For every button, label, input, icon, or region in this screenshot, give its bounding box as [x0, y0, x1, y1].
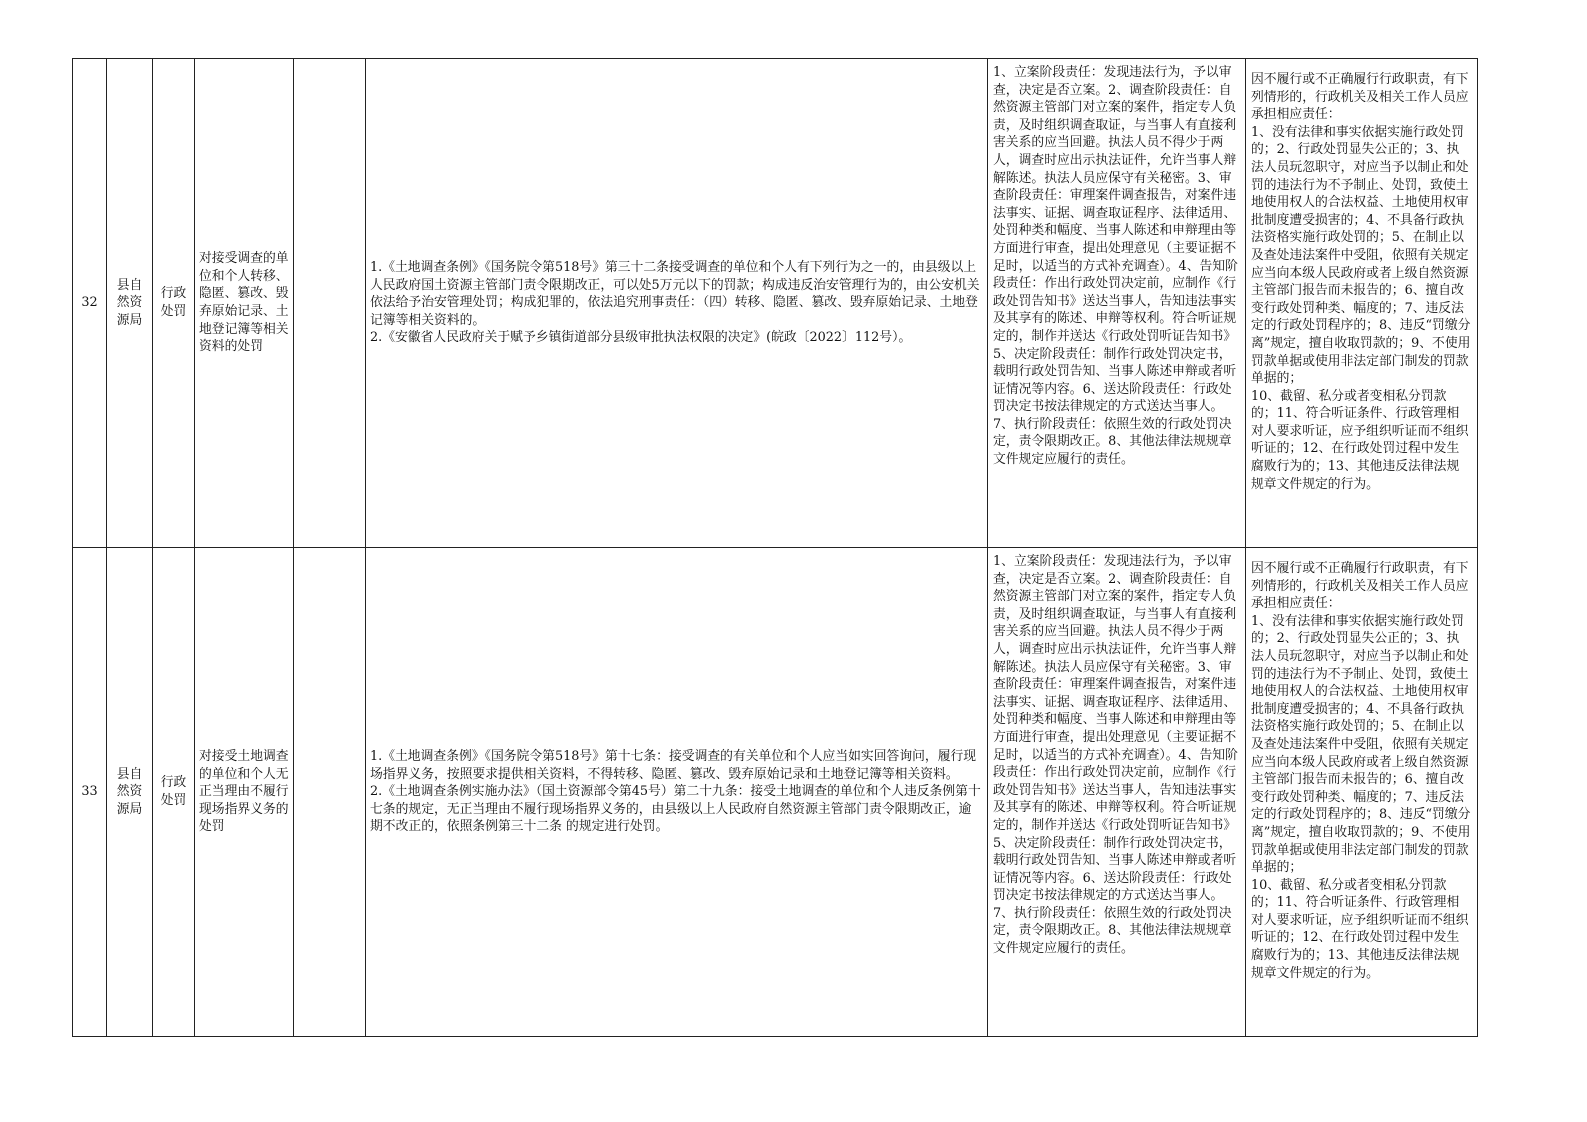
accountability-paragraph: 1、没有法律和事实依据实施行政处罚的；2、行政处罚显失公正的；3、执法人员玩忽职守，对应当予以制止和处罚的违法行为不予制止、处罚，致使土地使用权人的合法权益、土地使用权审批制度遭受损害的；4、不具备行政执法资格实施行政处罚的；5、在制止以及查处违法案件中受阻，依照有关规定应当向本级人民政府或者上级自然资源主管部门报告而未报告的；6、擅自改变行政处罚种类、幅度的；7、违反法定的行政处罚程序的；8、违反“罚缴分离”规定，擅自收取罚款的；9、不使用罚款单据或使用非法定部门制发的罚款单据的； — [1251, 613, 1471, 876]
department-cell: 县自然资源局 — [107, 59, 153, 548]
legal-basis-cell — [366, 548, 988, 1037]
legal-basis-paragraph: 1.《土地调查条例》《国务院令第518号》第三十二条接受调查的单位和个人有下列行为之一的，由县级以上人民政府国土资源主管部门责令限期改正，可以处5万元以下的罚款；构成违反治安管理行为的，由公安机关依法给予治安管理处罚；构成犯罪的，依法追究刑事责任：（四）转移、隐匿、篡改、毁弃原始记录、土地登记簿等相关资料的。 — [370, 260, 980, 328]
power-item-cell: 对接受调查的单位和个人转移、隐匿、篡改、毁弃原始记录、土地登记簿等相关资料的处罚 — [195, 59, 294, 548]
sub-item-cell — [294, 59, 366, 548]
power-list-table — [72, 58, 1478, 1037]
accountability-paragraph: 10、截留、私分或者变相私分罚款的；11、符合听证条件、行政管理相对人要求听证，应予组织听证而不组织听证的；12、在行政处罚过程中发生腐败行为的；13、其他违反法律法规规章文件规定的行为。 — [1251, 388, 1469, 492]
accountability-paragraph: 因不履行或不正确履行行政职责，有下列情形的，行政机关及相关工作人员应承担相应责任： — [1251, 72, 1469, 123]
legal-basis-paragraph: 2.《安徽省人民政府关于赋予乡镇街道部分县级审批执法权限的决定》(皖政〔2022〕112号）。 — [370, 330, 912, 346]
responsibility-cell: 1、立案阶段责任：发现违法行为，予以审查，决定是否立案。2、调查阶段责任：自然资源主管部门对立案的案件，指定专人负责，及时组织调查取证，与当事人有直接利害关系的应当回避。执法人员不得少于两人，调查时应出示执法证件，允许当事人辩解陈述。执法人员应保守有关秘密。3、审查阶段责任：审理案件调查报告，对案件违法事实、证据、调查取证程序、法律适用、处罚种类和幅度、当事人陈述和申辩理由等方面进行审查，提出处理意见（主要证据不足时，以适当的方式补充调查）。4、告知阶段责任：作出行政处罚决定前，应制作《行政处罚告知书》送达当事人，告知违法事实及其享有的陈述、申辩等权利。符合听证规定的，制作并送达《行政处罚听证告知书》5、决定阶段责任：制作行政处罚决定书，载明行政处罚告知、当事人陈述申辩或者听证情况等内容。6、送达阶段责任：行政处罚决定书按法律规定的方式送达当事人。7、执行阶段责任：依照生效的行政处罚决定，责令限期改正。8、其他法律法规规章文件规定应履行的责任。 — [988, 59, 1246, 548]
accountability-paragraph: 因不履行或不正确履行行政职责，有下列情形的，行政机关及相关工作人员应承担相应责任： — [1251, 561, 1469, 612]
department-cell: 县自然资源局 — [107, 548, 153, 1037]
accountability-paragraph: 10、截留、私分或者变相私分罚款的；11、符合听证条件、行政管理相对人要求听证，应予组织听证而不组织听证的；12、在行政处罚过程中发生腐败行为的；13、其他违反法律法规规章文件规定的行为。 — [1251, 877, 1469, 981]
table-row — [73, 59, 1478, 548]
responsibility-cell: 1、立案阶段责任：发现违法行为，予以审查，决定是否立案。2、调查阶段责任：自然资源主管部门对立案的案件，指定专人负责，及时组织调查取证，与当事人有直接利害关系的应当回避。执法人员不得少于两人，调查时应出示执法证件，允许当事人辩解陈述。执法人员应保守有关秘密。3、审查阶段责任：审理案件调查报告，对案件违法事实、证据、调查取证程序、法律适用、处罚种类和幅度、当事人陈述和申辩理由等方面进行审查，提出处理意见（主要证据不足时，以适当的方式补充调查）。4、告知阶段责任：作出行政处罚决定前，应制作《行政处罚告知书》送达当事人，告知违法事实及其享有的陈述、申辩等权利。符合听证规定的，制作并送达《行政处罚听证告知书》5、决定阶段责任：制作行政处罚决定书，载明行政处罚告知、当事人陈述申辩或者听证情况等内容。6、送达阶段责任：行政处罚决定书按法律规定的方式送达当事人。7、执行阶段责任：依照生效的行政处罚决定，责令限期改正。8、其他法律法规规章文件规定应履行的责任。 — [988, 548, 1246, 1037]
table-row — [73, 548, 1478, 1037]
row-number: 33 — [73, 548, 107, 1037]
accountability-paragraph: 1、没有法律和事实依据实施行政处罚的；2、行政处罚显失公正的；3、执法人员玩忽职守，对应当予以制止和处罚的违法行为不予制止、处罚，致使土地使用权人的合法权益、土地使用权审批制度遭受损害的；4、不具备行政执法资格实施行政处罚的；5、在制止以及查处违法案件中受阻，依照有关规定应当向本级人民政府或者上级自然资源主管部门报告而未报告的；6、擅自改变行政处罚种类、幅度的；7、违反法定的行政处罚程序的；8、违反“罚缴分离”规定，擅自收取罚款的；9、不使用罚款单据或使用非法定部门制发的罚款单据的； — [1251, 124, 1471, 387]
legal-basis-cell — [366, 59, 988, 548]
sub-item-cell — [294, 548, 366, 1037]
legal-basis-paragraph: 2.《土地调查条例实施办法》（国土资源部令第45号）第二十九条：接受土地调查的单位和个人违反条例第十七条的规定，无正当理由不履行现场指界义务的，由县级以上人民政府自然资源主管部门责令限期改正，逾期不改正的，依照条例第三十二条 的规定进行处罚。 — [370, 784, 981, 835]
accountability-cell — [1246, 59, 1478, 548]
accountability-cell — [1246, 548, 1478, 1037]
power-type-cell: 行政处罚 — [153, 59, 195, 548]
row-number: 32 — [73, 59, 107, 548]
legal-basis-paragraph: 1.《土地调查条例》《国务院令第518号》第十七条：接受调查的有关单位和个人应当如实回答询问，履行现场指界义务，按照要求提供相关资料，不得转移、隐匿、篡改、毁弃原始记录和土地登记簿等相关资料。 — [370, 749, 977, 782]
power-item-cell: 对接受土地调查的单位和个人无正当理由不履行现场指界义务的处罚 — [195, 548, 294, 1037]
power-type-cell: 行政处罚 — [153, 548, 195, 1037]
